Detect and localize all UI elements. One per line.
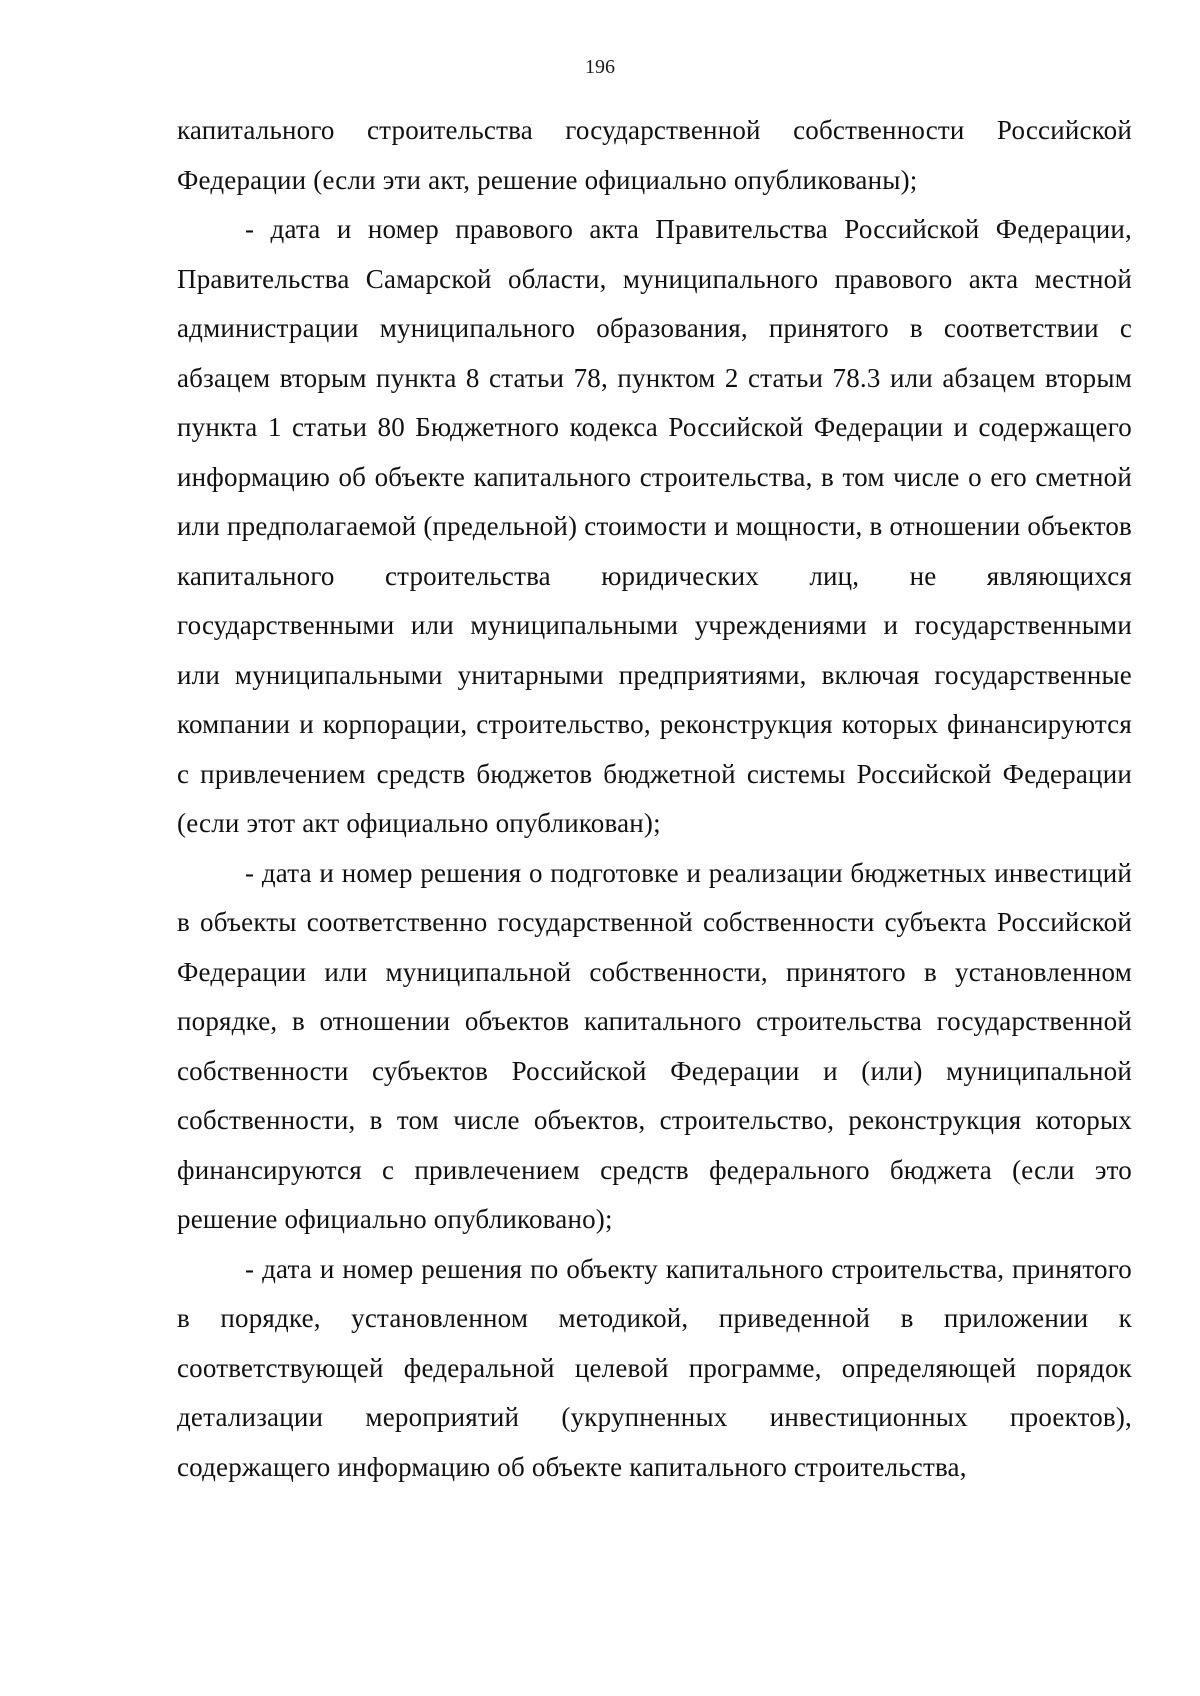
page-number: 196 [585, 56, 615, 78]
document-body [177, 106, 1132, 1492]
paragraph-legal-act: - дата и номер правового акта Правительства Российской Федерации, Правительства Самарской области, муниципального правового акта местной администрации муниципального образования, принятого в соответствии с абзацем вторым пункта 8 статьи 78, пунктом 2 статьи 78.3 или абзацем вторым пункта 1 статьи 80 Бюджетного кодекса Российской Федерации и содержащего информацию об объекте капитального строительства, в том числе о его сметной или предполагаемой (предельной) стоимости и мощности, в отношении объектов капитального строительства юридических лиц, не являющихся государственными или муниципальными учреждениями и государственными или муниципальными унитарными предприятиями, включая государственные компании и корпорации, строительство, реконструкция которых финансируются с привлечением средств бюджетов бюджетной системы Российской Федерации (если этот акт официально опубликован); [177, 214, 1132, 838]
paragraph-continuation: капитального строительства государственной собственности Российской Федерации (если эти акт, решение официально опубликованы); [177, 115, 1132, 195]
paragraph-investment-decision: - дата и номер решения о подготовке и реализации бюджетных инвестиций в объекты соответственно государственной собственности субъекта Российской Федерации или муниципальной собственности, принятого в установленном порядке, в отношении объектов капитального строительства государственной собственности субъектов Российской Федерации и (или) муниципальной собственности, в том числе объектов, строительство, реконструкция которых финансируются с привлечением средств федерального бюджета (если это решение официально опубликовано); [177, 857, 1132, 1234]
paragraph-construction-decision: - дата и номер решения по объекту капитального строительства, принятого в порядке, установленном методикой, приведенной в приложении к соответствующей федеральной целевой программе, определяющей порядок детализации мероприятий (укрупненных инвестиционных проектов), содержащего информацию об объекте капитального строительства, [177, 1253, 1132, 1482]
